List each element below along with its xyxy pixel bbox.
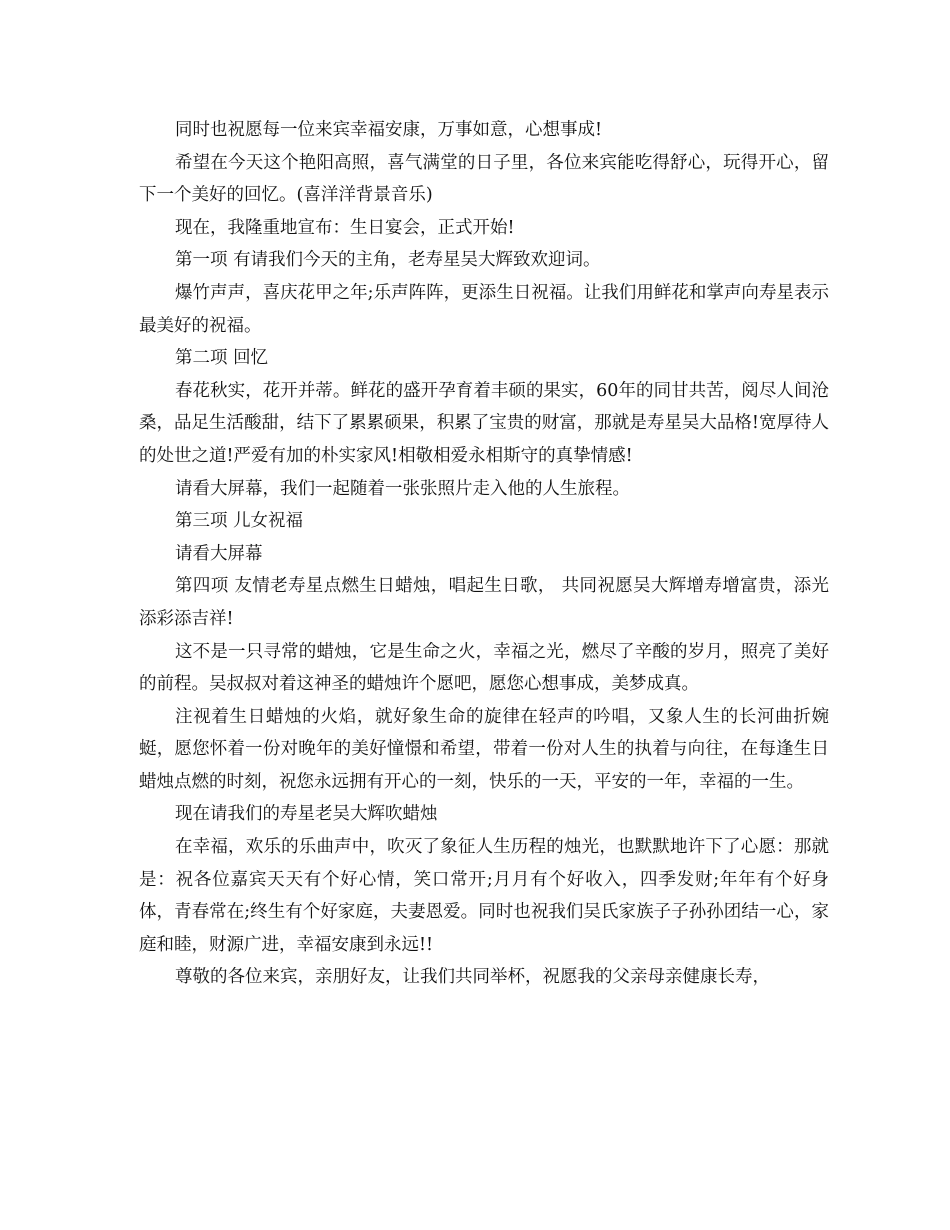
- paragraph: 第一项 有请我们今天的主角，老寿星吴大辉致欢迎词。: [175, 250, 601, 271]
- paragraph: 请看大屏幕: [175, 543, 263, 564]
- paragraph: 尊敬的各位来宾，亲朋好友，让我们共同举杯，祝愿我的父亲母亲健康长寿，: [175, 967, 770, 988]
- document-body: [139, 114, 829, 994]
- paragraph: 第四项 友情老寿星点燃生日蜡烛，唱起生日歌， 共同祝愿吴大辉增寿增富贵，添光添彩添吉祥!: [139, 576, 829, 629]
- paragraph: 希望在今天这个艳阳高照，喜气满堂的日子里，各位来宾能吃得舒心，玩得开心，留下一个美好的回忆。(喜洋洋背景音乐): [139, 152, 829, 206]
- paragraph: 第二项 回忆: [175, 348, 269, 369]
- paragraph: 同时也祝愿每一位来宾幸福安康，万事如意，心想事成!: [175, 120, 603, 140]
- paragraph: 这不是一只寻常的蜡烛，它是生命之火，幸福之光，燃尽了辛酸的岁月，照亮了美好的前程。吴叔叔对着这神圣的蜡烛许个愿吧，愿您心想事成，美梦成真。: [139, 641, 829, 695]
- paragraph: 请看大屏幕，我们一起随着一张张照片走入他的人生旅程。: [175, 478, 630, 499]
- paragraph: 在幸福，欢乐的乐曲声中，吹灭了象征人生历程的烛光，也默默地许下了心愿：那就是：祝各位嘉宾天天有个好心情，笑口常开;月月有个好收入，四季发财;年年有个好身体，青春常在;终生有个好家庭，夫妻恩爱。同时也祝我们吴氏家族子子孙孙团结一心，家庭和睦，财源广进，幸福安康到永远!!: [139, 837, 829, 955]
- paragraph: 注视着生日蜡烛的火焰，就好象生命的旋律在轻声的吟唱，又象人生的长河曲折婉蜓，愿您怀着一份对晚年的美好憧憬和希望，带着一份对人生的执着与向往，在每逢生日蜡烛点燃的时刻，祝您永远拥有开心的一刻，快乐的一天，平安的一年，幸福的一生。: [139, 706, 829, 792]
- paragraph: 春花秋实，花开并蒂。鲜花的盛开孕育着丰硕的果实，60年的同甘共苦，阅尽人间沧桑，品足生活酸甜，结下了累累硕果，积累了宝贵的财富，那就是寿星吴大品格!宽厚待人的处世之道!严爱有加的朴实家风!相敬相爱永相斯守的真挚情感!: [139, 380, 829, 466]
- paragraph: 爆竹声声，喜庆花甲之年;乐声阵阵，更添生日祝福。让我们用鲜花和掌声向寿星表示最美好的祝福。: [139, 282, 829, 336]
- paragraph: 现在，我隆重地宣布：生日宴会，正式开始!: [175, 217, 515, 238]
- paragraph: 现在请我们的寿星老吴大辉吹蜡烛: [175, 804, 438, 825]
- paragraph: 第三项 儿女祝福: [175, 511, 304, 532]
